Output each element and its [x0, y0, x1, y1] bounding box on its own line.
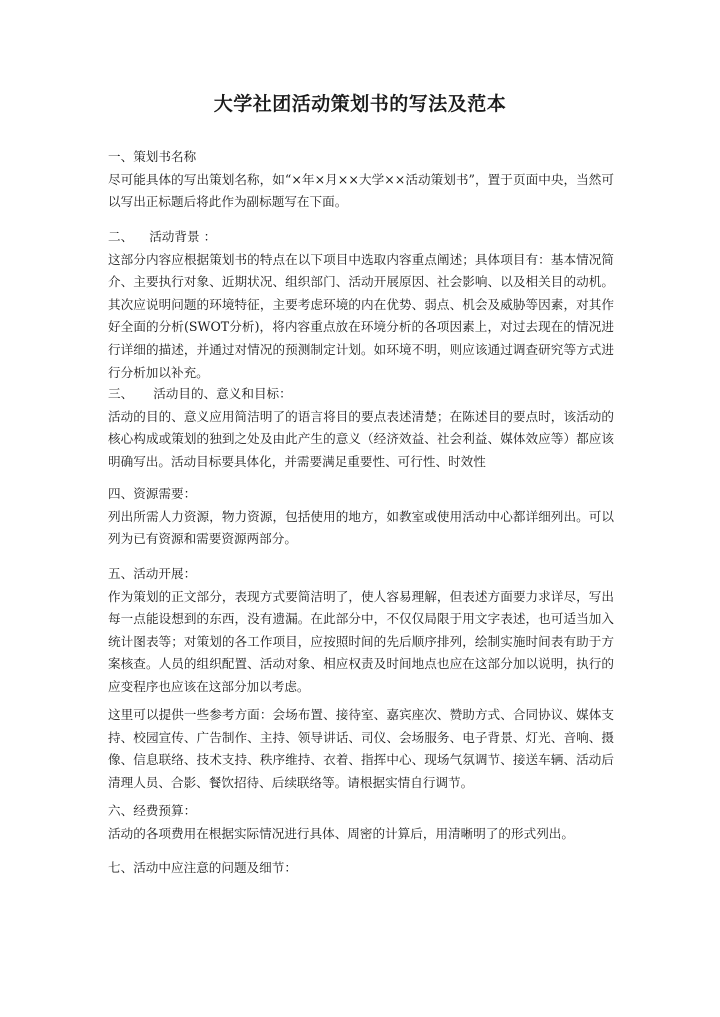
- section-paragraph: 这部分内容应根据策划书的特点在以下项目中选取内容重点阐述；具体项目有：基本情况简介、主要执行对象、近期状况、组织部门、活动开展原因、社会影响、以及相关目的动机。其次应说明问题的环境特征，主要考虑环境的内在优势、弱点、机会及威胁等因素，对其作好全面的分析(SWOT分析)，将内容重点放在环境分析的各项因素上，对过去现在的情况进行详细的描述，并通过对情况的预测制定计划。如环境不明，则应该通过调查研究等方式进行分析加以补充。: [108, 251, 614, 380]
- section-heading: 二、 活动背景 ：: [108, 229, 217, 244]
- section-activity: [108, 563, 614, 699]
- section-heading: 一、策划书名称: [108, 149, 197, 164]
- section-paragraph: 这里可以提供一些参考方面：会场布置、接待室、嘉宾座次、赞助方式、合同协议、媒体支持、校园宣传、广告制作、主持、领导讲话、司仪、会场服务、电子背景、灯光、音响、摄像、信息联络、技术支持、秩序维持、衣着、指挥中心、现场气氛调节、接送车辆、活动后清理人员、合影、餐饮招待、后续联络等。请根据实情自行调节。: [108, 707, 614, 790]
- section-paragraph: 列出所需人力资源，物力资源，包括使用的地方，如教室或使用活动中心都详细列出。可以列为已有资源和需要资源两部分。: [108, 508, 614, 547]
- section-activity-reference: [108, 704, 614, 794]
- section-paragraph: 活动的目的、意义应用简洁明了的语言将目的要点表述清楚；在陈述目的要点时，该活动的核心构成或策划的独到之处及由此产生的意义（经济效益、社会利益、媒体效应等）都应该明确写出。活动目标要具体化，并需要满足重要性、可行性、时效性: [108, 408, 614, 469]
- section-heading: 四、资源需要：: [108, 486, 197, 501]
- section-heading: 三、 活动目的、意义和目标：: [108, 386, 292, 401]
- section-heading: 七、活动中应注意的问题及细节：: [108, 860, 297, 875]
- section-purpose: [108, 383, 614, 473]
- page-title: 大学社团活动策划书的写法及范本: [213, 93, 507, 115]
- section-name: [108, 146, 614, 214]
- section-notes: [108, 857, 614, 880]
- section-resources: [108, 483, 614, 551]
- section-paragraph: 活动的各项费用在根据实际情况进行具体、周密的计算后，用清晰明了的形式列出。: [108, 825, 574, 841]
- section-heading: 五、活动开展：: [108, 566, 197, 581]
- section-background: [108, 226, 614, 384]
- section-paragraph: 作为策划的正文部分，表现方式要简洁明了，使人容易理解，但表述方面要力求详尽，写出每一点能设想到的东西，没有遗漏。在此部分中，不仅仅局限于用文字表述，也可适当加入统计图表等；对策划的各工作项目，应按照时间的先后顺序排列，绘制实施时间表有助于方案核查。人员的组织配置、活动对象、相应权责及时间地点也应在这部分加以说明，执行的应变程序也应该在这部分加以考虑。: [108, 588, 614, 694]
- section-paragraph: 尽可能具体的写出策划名称，如“×年×月××大学××活动策划书”，置于页面中央，当然可以写出正标题后将此作为副标题写在下面。: [108, 171, 614, 210]
- section-budget: [108, 800, 614, 845]
- section-heading: 六、经费预算：: [108, 803, 197, 818]
